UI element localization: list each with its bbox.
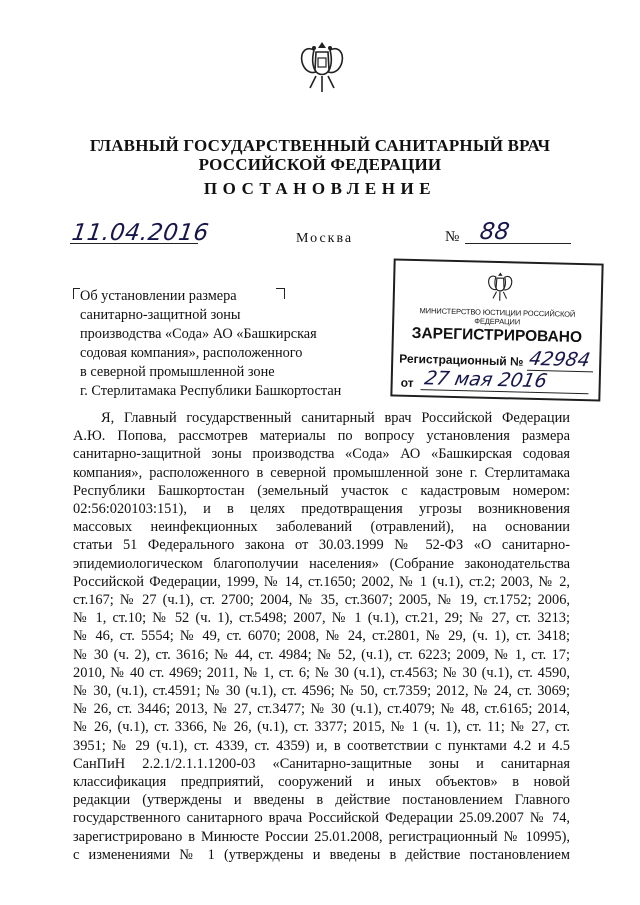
stamp-date: 27 мая 2016 [422,367,549,393]
subject-line: санитарно-защитной зоны [80,307,241,323]
subject-line: содовая компания», расположенного [80,345,303,361]
body-line: эпидемиологическом благополучии населения» (Собрание законодательства [73,555,570,572]
body-line: № 30 (ч. 2), ст. 3616; № 44, ст. 4984; № 52, (ч.1), ст. 6223; 2009, № 1, ст. 17; [73,646,570,663]
document-number: 88 [478,219,512,245]
subject-line: в северной промышленной зоне [80,364,275,380]
body-line: Я, Главный государственный санитарный врач Российской Федерации [101,410,570,426]
stamp-ministry: МИНИСТЕРСТВО ЮСТИЦИИ РОССИЙСКОЙ ФЕДЕРАЦИИ [419,306,576,327]
authority-line: РОССИЙСКОЙ ФЕДЕРАЦИИ [198,155,442,174]
body-line: государственного санитарного врача Российской Федерации 25.09.2007 № 74, [73,810,570,827]
body-line: СанПиН 2.2.1/2.1.1.1200-03 «Санитарно-защитные зоны и санитарная [73,755,570,772]
body-line: Российской Федерации, 1999, № 14, ст.1650; 2002, № 1 (ч.1), ст.2; 2003, № 2, [73,573,570,590]
authority-line: ГЛАВНЫЙ ГОСУДАРСТВЕННЫЙ САНИТАРНЫЙ ВРАЧ [89,136,551,155]
body-line: № 26, ст. 3446; 2013, № 27, ст.3477; № 30 (ч.1), ст.4079; № 48, ст.6165; 2014, [73,701,570,718]
body-line: № 1, ст.10; № 52 (ч. 1), ст.5498; 2007, № 1 (ч.1), ст.21, 29; № 27, ст. 3213; [73,610,570,627]
body-line: № 30, (ч.1), ст.4591; № 30 (ч.1), ст. 4596; № 50, ст.7359; 2012, № 24, ст. 3069; [73,683,570,700]
body-line: 02:56:020103:151), и в целях предотвращения угрозы возникновения [73,501,570,518]
body-line: зарегистрировано в Минюсте России 25.01.2008, регистрационный № 10995), [73,828,570,845]
issuing-authority [0,136,640,174]
date-underline [70,243,198,244]
body-line: с изменениями № 1 (утверждены и введены в действие постановлением [73,846,570,863]
stamp-reg-label: Регистрационный № [399,351,524,369]
document-city: Москва [296,231,354,246]
subject-line: Об установлении размера [80,288,237,304]
subject-line: г. Стерлитамака Республики Башкортостан [80,383,342,399]
body-line: 2010, № 40 ст. 4969; 2011, № 1, ст. 6; № 30 (ч.1), ст.4563; № 30 (ч.1), ст. 4590, [73,664,570,681]
registration-stamp [390,258,603,401]
document-type: ПОСТАНОВЛЕНИЕ [203,179,437,198]
body-line: санитарно-защитной зоны производства «Сода» АО «Башкирская содовая [73,446,570,463]
body-line: статьи 51 Федерального закона от 30.03.1999 № 52-ФЗ «О санитарно- [73,537,570,554]
body-line: компания», расположенного в северной промышленной зоне г. Стерлитамака [73,464,570,481]
document-body [73,409,570,864]
body-line: массовых неинфекционных заболеваний (отравлений), на основании [73,519,570,536]
body-line: редакции (утверждены и введены в действие постановлением Главного [73,792,570,809]
stamp-reg-number: 42984 [527,347,592,372]
body-line: Республики Башкортостан (земельный участок с кадастровым номером: [73,482,570,499]
coat-of-arms-icon [296,36,348,96]
subject-line: производства «Сода» АО «Башкирская [80,326,317,342]
document-subject [80,287,341,401]
number-underline [465,243,571,244]
coat-of-arms-icon [485,269,516,304]
body-line: А.Ю. Попова, рассмотрев материалы по вопросу установления размера [73,428,570,445]
document-date: 11.04.2016 [70,220,211,246]
stamp-registered: ЗАРЕГИСТРИРОВАНО [411,324,583,347]
stamp-date-prefix: от [400,375,414,390]
body-line: № 46, ст. 5554; № 49, ст. 6070; 2008, № 24, ст.2801, № 29, (ч. 1), ст. 3418; [73,628,570,645]
body-line: ст.167; № 27 (ч.1), ст. 2700; 2004, № 35, ст.3607; 2005, № 19, ст.1752; 2006, [73,592,570,609]
body-line: классификация предприятий, сооружений и иных объектов» в новой [73,774,570,791]
subject-bracket-left [73,288,80,299]
body-line: 3951; № 29 (ч.1), ст. 4339, ст. 4359) и, в соответствии с пунктами 4.2 и 4.5 [73,737,570,754]
body-line: № 26, (ч.1), ст. 3366, № 26, (ч.1), ст. 3377; 2015, № 1 (ч. 1), ст. 11; № 27, ст. [73,719,570,736]
number-label: № [445,229,460,245]
